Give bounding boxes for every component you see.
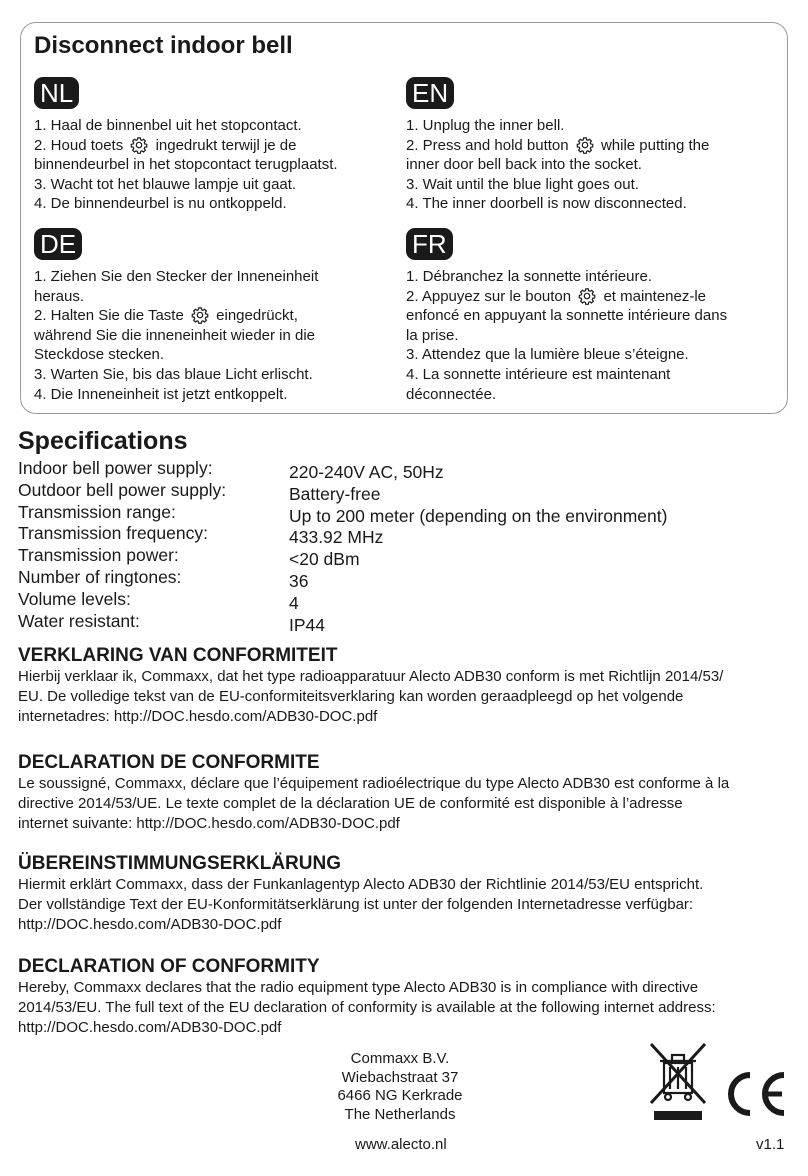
- spec-label: Water resistant:: [18, 610, 140, 631]
- lang-section-nl: [34, 77, 394, 214]
- gear-icon: [130, 136, 148, 154]
- step-text: 1. Ziehen Sie den Stecker der Inneneinheit: [34, 268, 319, 285]
- step-text: 2. Houd toets: [34, 136, 128, 154]
- lang-badge-en: EN: [406, 77, 454, 109]
- declaration-line: EU. De volledige tekst van de EU-conformiteitsverklaring kan worden geraadpleegd op het volgende: [18, 688, 684, 705]
- spec-label: Transmission power:: [18, 545, 179, 566]
- step-text: while putting the: [596, 136, 710, 154]
- step-line: [406, 136, 766, 156]
- declaration-line: Der vollständige Text der EU-Konformitätserklärung ist unter der folgenden Internetadresse verfügbar:: [18, 896, 694, 913]
- step-line: [406, 175, 766, 195]
- lang-section-en: [406, 77, 766, 214]
- lang-section-de: [34, 228, 394, 404]
- spec-label: Transmission frequency:: [18, 523, 208, 544]
- step-text: 4. De binnendeurbel is nu ontkoppeld.: [34, 195, 287, 213]
- step-text: 1. Haal de binnenbel uit het stopcontact.: [34, 117, 302, 134]
- spec-label: Number of ringtones:: [18, 567, 182, 587]
- step-line: [34, 136, 394, 156]
- step-text: Steckdose stecken.: [34, 346, 165, 364]
- steps-de: [34, 267, 394, 404]
- declaration-line: http://DOC.hesdo.com/ADB30-DOC.pdf: [18, 1019, 282, 1036]
- step-text: 3. Attendez que la lumière bleue s’éteigne.: [406, 346, 689, 364]
- step-line: [406, 345, 766, 365]
- spec-value: 220-240V AC, 50Hz: [289, 462, 444, 482]
- address-line: 6466 NG Kerkrade: [337, 1087, 463, 1104]
- step-line: [34, 194, 394, 214]
- declaration-line: Hiermit erklärt Commaxx, dass der Funkanlagentyp Alecto ADB30 der Richtlinie 2014/53/EU entspricht.: [18, 876, 704, 893]
- declaration-line: http://DOC.hesdo.com/ADB30-DOC.pdf: [18, 916, 282, 933]
- declaration-title: ÜBEREINSTIMMUNGSERKLÄRUNG: [18, 853, 341, 874]
- step-line: [406, 155, 766, 175]
- spec-value: 36: [289, 571, 309, 591]
- declaration-line: Hierbij verklaar ik, Commaxx, dat het type radioapparatuur Alecto ADB30 conform is met Richtlijn 2014/53/: [18, 668, 724, 685]
- company-address: [300, 1050, 500, 1124]
- declaration-title: DECLARATION DE CONFORMITE: [18, 752, 320, 773]
- step-text: 1. Unplug the inner bell.: [406, 117, 565, 134]
- spec-value: Battery-free: [289, 483, 381, 504]
- lang-badge-de: DE: [34, 228, 82, 260]
- steps-nl: [34, 116, 394, 214]
- step-line: [34, 306, 394, 326]
- step-text: enfoncé en appuyant la sonnette intérieure dans: [406, 307, 728, 325]
- spec-row: [18, 611, 788, 633]
- gear-icon: [191, 306, 209, 324]
- declaration-section: [18, 853, 793, 935]
- spec-row: [18, 480, 788, 502]
- spec-label: Volume levels:: [18, 588, 131, 609]
- step-line: [34, 287, 394, 307]
- step-line: [34, 267, 394, 287]
- step-text: 2. Appuyez sur le bouton: [406, 287, 576, 305]
- address-line: Commaxx B.V.: [350, 1050, 450, 1067]
- step-text: eingedrückt,: [211, 307, 298, 325]
- spec-row: [18, 458, 788, 480]
- step-text: 2. Halten Sie die Taste: [34, 307, 188, 325]
- step-text: inner door bell back into the socket.: [406, 156, 642, 174]
- step-text: 1. Débranchez la sonnette intérieure.: [406, 268, 652, 285]
- step-line: [34, 326, 394, 346]
- specifications-title: Specifications: [18, 427, 188, 455]
- gear-icon: [576, 136, 594, 154]
- step-text: 4. The inner doorbell is now disconnected.: [406, 195, 687, 213]
- steps-en: [406, 116, 766, 214]
- declaration-line: internetadres: http://DOC.hesdo.com/ADB30-DOC.pdf: [18, 708, 378, 725]
- spec-value: IP44: [289, 614, 325, 635]
- declaration-line: Hereby, Commaxx declares that the radio equipment type Alecto ADB30 is in compliance with directive: [18, 979, 699, 996]
- step-line: [406, 365, 766, 385]
- step-line: [406, 326, 766, 346]
- step-text: 3. Warten Sie, bis das blaue Licht erlischt.: [34, 365, 313, 383]
- spec-value: <20 dBm: [289, 549, 360, 570]
- declaration-title: DECLARATION OF CONFORMITY: [18, 956, 320, 977]
- address-line: Wiebachstraat 37: [341, 1068, 459, 1086]
- step-text: 4. Die Inneneinheit ist jetzt entkoppelt.: [34, 385, 288, 403]
- step-text: 3. Wacht tot het blauwe lampje uit gaat.: [34, 175, 297, 193]
- declaration-section: [18, 645, 793, 727]
- declaration-line: Le soussigné, Commaxx, déclare que l’équipement radioélectrique du type Alecto ADB30 est conforme à la: [18, 775, 730, 792]
- step-line: [406, 267, 766, 287]
- version-label: v1.1: [756, 1136, 785, 1153]
- step-text: déconnectée.: [406, 385, 497, 403]
- lang-badge-fr: FR: [406, 228, 453, 260]
- declaration-line: directive 2014/53/UE. Le texte complet de la déclaration UE de conformité est disponible à l’adresse: [18, 795, 683, 812]
- weee-bin-icon: [648, 1041, 710, 1123]
- step-text: 2. Press and hold button: [406, 136, 573, 154]
- step-text: heraus.: [34, 287, 85, 305]
- step-text: während Sie die inneneinheit wieder in die: [34, 326, 316, 344]
- ce-mark-icon: [724, 1069, 790, 1119]
- step-text: 3. Wait until the blue light goes out.: [406, 175, 639, 193]
- step-line: [406, 194, 766, 214]
- step-line: [34, 175, 394, 195]
- spec-label: Transmission range:: [18, 501, 176, 522]
- step-line: [34, 155, 394, 175]
- step-line: [406, 306, 766, 326]
- declaration-title: VERKLARING VAN CONFORMITEIT: [18, 645, 338, 666]
- spec-value: 433.92 MHz: [289, 527, 384, 548]
- declaration-line: 2014/53/EU. The full text of the EU declaration of conformity is available at the following internet address:: [18, 999, 716, 1016]
- box-title: Disconnect indoor bell: [34, 32, 293, 59]
- website-url[interactable]: www.alecto.nl: [355, 1136, 447, 1153]
- step-line: [34, 385, 394, 405]
- step-text: la prise.: [406, 326, 459, 344]
- spec-label: Indoor bell power supply:: [18, 458, 213, 478]
- steps-fr: [406, 267, 766, 404]
- step-line: [406, 116, 766, 136]
- spec-row: [18, 545, 788, 570]
- address-line: The Netherlands: [344, 1105, 456, 1123]
- lang-badge-nl: NL: [34, 77, 79, 109]
- step-line: [34, 345, 394, 365]
- step-text: et maintenez-le: [599, 287, 707, 305]
- step-line: [406, 287, 766, 307]
- step-text: binnendeurbel in het stopcontact terugplaatst.: [34, 156, 338, 174]
- step-line: [34, 116, 394, 136]
- spec-row: [18, 567, 788, 589]
- spec-label: Outdoor bell power supply:: [18, 479, 227, 500]
- declaration-line: internet suivante: http://DOC.hesdo.com/ADB30-DOC.pdf: [18, 815, 400, 832]
- step-text: ingedrukt terwijl je de: [151, 136, 297, 154]
- declaration-section: [18, 752, 793, 834]
- spec-value: Up to 200 meter (depending on the environment): [289, 505, 668, 526]
- spec-value: 4: [289, 592, 299, 613]
- spec-row: [18, 523, 788, 548]
- spec-row: [18, 589, 788, 611]
- declaration-section: [18, 956, 793, 1038]
- step-line: [34, 365, 394, 385]
- step-text: 4. La sonnette intérieure est maintenant: [406, 365, 671, 383]
- spec-row: [18, 502, 788, 524]
- step-line: [406, 385, 766, 405]
- lang-section-fr: [406, 228, 766, 404]
- gear-icon: [578, 287, 596, 305]
